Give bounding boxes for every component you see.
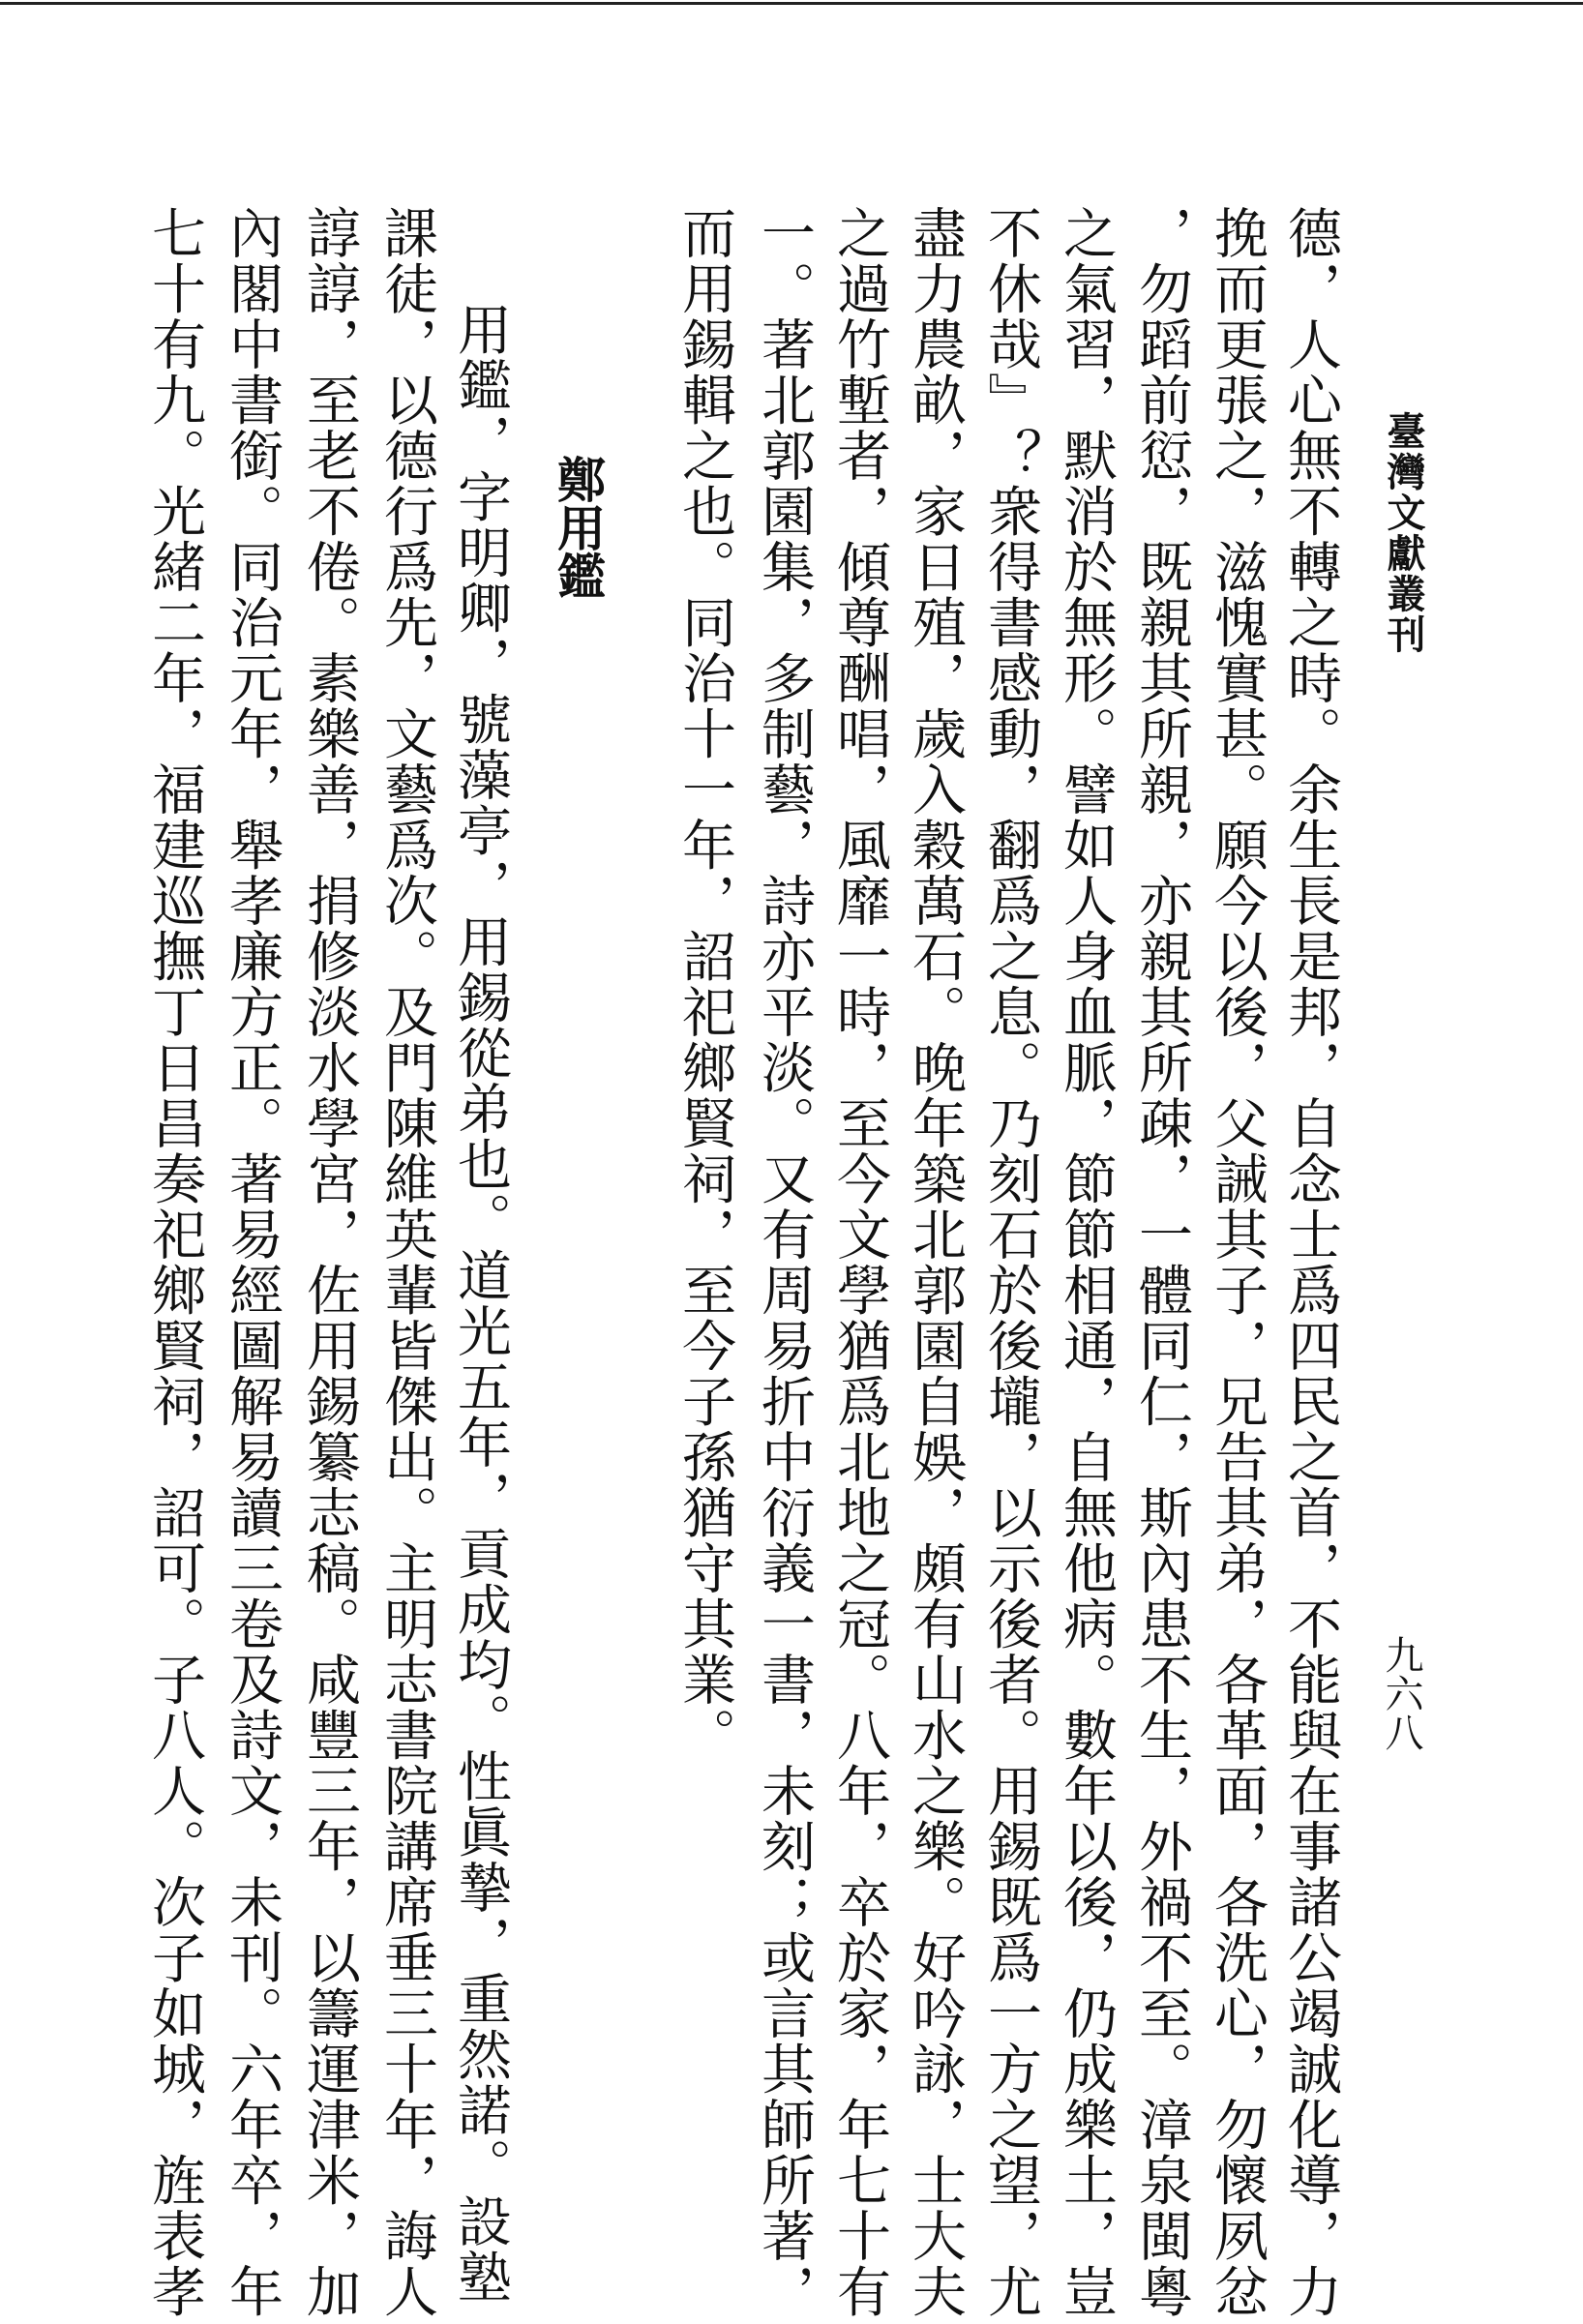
section-heading: 鄭用鑑 bbox=[550, 455, 607, 600]
text-column: 一。著北郭園集，多制藝，詩亦平淡。又有周易折中衍義一書，未刻；或言其師所著， bbox=[753, 205, 816, 2319]
text-column: 用鑑，字明卿，號藻亭，用錫從弟也。道光五年，貢成均。性眞摯，重然諾。設塾 bbox=[449, 302, 512, 2305]
top-border-line bbox=[0, 2, 1583, 5]
text-column: 不休哉』？衆得書感動，翻爲之息。乃刻石於後壠，以示後者。用錫既爲一方之望，尤 bbox=[979, 205, 1042, 2319]
page-number: 九六八 bbox=[1379, 1635, 1423, 1751]
text-column: 盡力農畝，家日殖，歲入穀萬石。晚年築北郭園自娛，頗有山水之樂。好吟詠，士大夫 bbox=[904, 205, 967, 2319]
running-title: 臺灣文獻叢刊 bbox=[1381, 411, 1426, 655]
text-column: 挽而更張之，滋愧實甚。願今以後，父誡其子，兄告其弟，各革面，各洗心，勿懷夙忿 bbox=[1206, 205, 1269, 2319]
text-column: 之氣習，默消於無形。譬如人身血脈，節節相通，自無他病。數年以後，仍成樂土，豈 bbox=[1055, 205, 1118, 2319]
text-column: 內閣中書銜。同治元年，舉孝廉方正。著易經圖解易讀三卷及詩文，未刊。六年卒，年 bbox=[221, 205, 284, 2319]
text-column: 諄諄，至老不倦。素樂善，捐修淡水學宮，佐用錫纂志稿。咸豐三年，以籌運津米，加 bbox=[298, 205, 361, 2319]
text-column: 七十有九。光緒二年，福建巡撫丁日昌奏祀鄉賢祠，詔可。子八人。次子如城，旌表孝 bbox=[143, 205, 206, 2319]
text-column: 而用錫輯之也。同治十一年，詔祀鄉賢祠，至今子孫猶守其業。 bbox=[673, 205, 736, 1763]
text-column: 課徒，以德行爲先，文藝爲次。及門陳維英輩皆傑出。主明志書院講席垂三十年，誨人 bbox=[375, 205, 438, 2319]
text-column: 之過竹塹者，傾尊酬唱，風靡一時，至今文學猶爲北地之冠。八年，卒於家，年七十有 bbox=[828, 205, 891, 2319]
text-column: 德，人心無不轉之時。余生長是邦，自念士爲四民之首，不能與在事諸公竭誠化導，力 bbox=[1279, 205, 1342, 2319]
text-column: ，勿蹈前愆，既親其所親，亦親其所疎，一體同仁，斯內患不生，外禍不至。漳泉閩粵 bbox=[1130, 205, 1193, 2319]
